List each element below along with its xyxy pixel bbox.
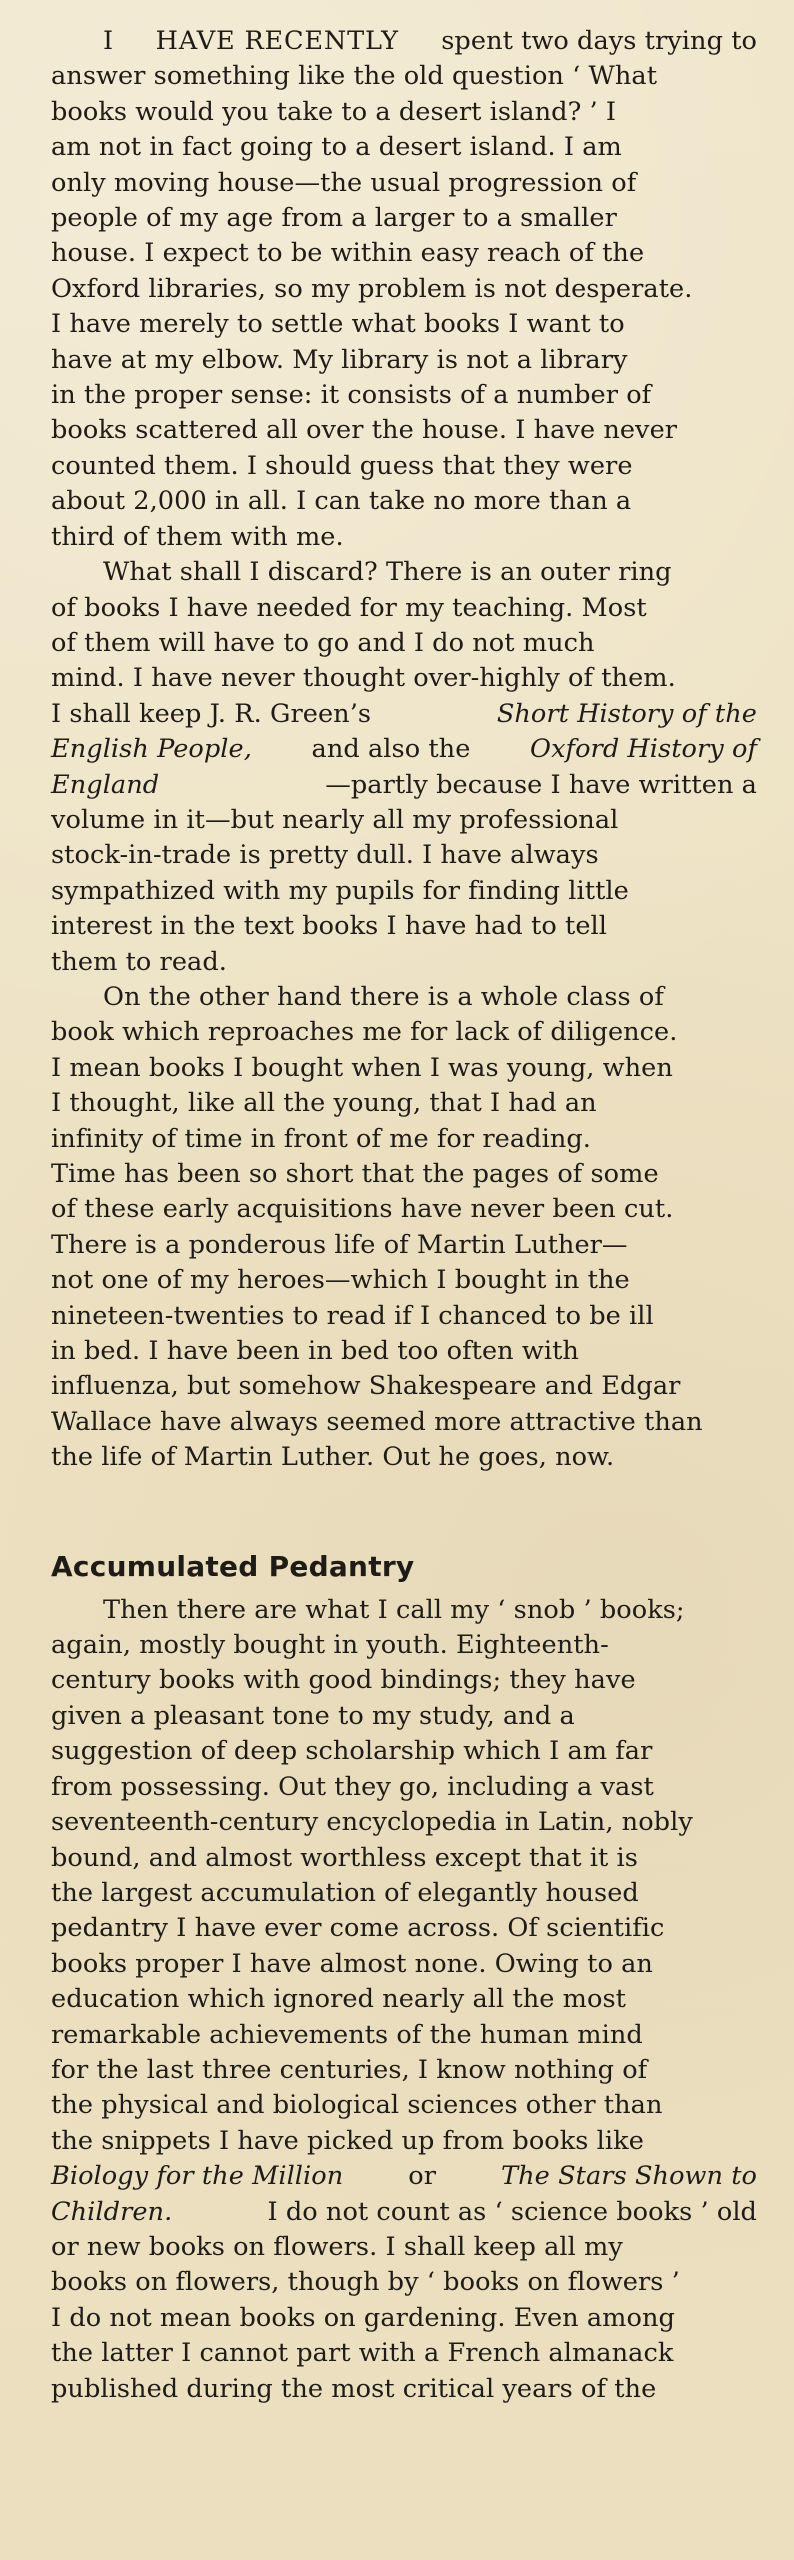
text-segment: published during the most critical years of the — [51, 2373, 657, 2404]
text-line — [51, 1086, 757, 1121]
section-paragraph-container — [51, 1593, 757, 2407]
text-line — [51, 201, 757, 236]
text-line — [51, 1157, 757, 1192]
text-segment: of books I have needed for my teaching. Most — [51, 592, 647, 623]
paragraph — [51, 555, 757, 980]
text-line — [51, 1299, 757, 1334]
text-line — [51, 1051, 757, 1086]
text-segment: about 2,000 in all. I can take no more than a — [51, 486, 632, 517]
text-line — [51, 626, 757, 661]
text-segment: answer something like the old question ‘ What — [51, 61, 658, 92]
text-segment: the physical and biological sciences other than — [51, 2090, 663, 2121]
text-segment: again, mostly bought in youth. Eighteenth- — [51, 1630, 609, 1661]
italic-title-text: English People, — [51, 734, 252, 765]
text-segment: mind. I have never thought over-highly of them. — [51, 663, 676, 694]
text-line — [51, 2301, 757, 2336]
text-segment: suggestion of deep scholarship which I am far — [51, 1736, 653, 1767]
text-segment: stock-in-trade is pretty dull. I have always — [51, 840, 599, 871]
text-line — [51, 838, 757, 873]
text-line — [51, 591, 757, 626]
text-line — [51, 2265, 757, 2300]
text-line — [51, 95, 757, 130]
text-line — [51, 236, 757, 271]
text-line — [51, 1876, 757, 1911]
text-segment: influenza, but somehow Shakespeare and Edgar — [51, 1371, 681, 1402]
text-line — [103, 980, 757, 1015]
text-segment: the snippets I have picked up from books like — [51, 2125, 644, 2156]
italic-title-text: The Stars Shown to — [501, 2161, 757, 2192]
text-line — [51, 2018, 757, 2053]
text-line — [51, 1911, 757, 1946]
text-line — [103, 24, 757, 59]
paragraphs-container — [51, 24, 757, 1476]
text-segment: not one of my heroes—which I bought in the — [51, 1265, 630, 1296]
text-segment: from possessing. Out they go, including a vast — [51, 1771, 654, 1802]
text-line — [51, 1628, 757, 1663]
paragraph — [51, 1593, 757, 2407]
text-segment: the largest accumulation of elegantly housed — [51, 1877, 639, 1908]
text-line — [51, 2372, 757, 2407]
text-segment: interest in the text books I have had to tell — [51, 911, 608, 942]
italic-title-text: Children. — [51, 2196, 173, 2227]
text-line — [51, 1369, 757, 1404]
italic-title-text: Biology for the Million — [51, 2161, 344, 2192]
text-line — [51, 1770, 757, 1805]
text-line — [51, 2159, 757, 2194]
text-segment: I do not mean books on gardening. Even among — [51, 2302, 675, 2333]
text-segment: am not in fact going to a desert island. I am — [51, 132, 622, 163]
text-line — [51, 1982, 757, 2017]
heading-spacing — [51, 1586, 757, 1593]
text-segment: and also the — [311, 734, 471, 765]
text-line — [51, 945, 757, 980]
text-line — [51, 484, 757, 519]
text-segment: the latter I cannot part with a French almanack — [51, 2338, 674, 2369]
text-line — [51, 1334, 757, 1369]
text-segment: infinity of time in front of me for reading. — [51, 1123, 591, 1154]
text-segment: counted them. I should guess that they were — [51, 450, 633, 481]
text-line — [51, 2124, 757, 2159]
text-segment: bound, and almost worthless except that it is — [51, 1842, 638, 1873]
text-line — [51, 272, 757, 307]
text-segment: volume in it—but nearly all my professional — [51, 804, 619, 835]
article-column — [51, 24, 757, 2407]
text-line — [51, 2230, 757, 2265]
text-line — [51, 732, 757, 767]
text-line — [51, 697, 757, 732]
text-segment: I — [103, 26, 114, 56]
text-segment: I thought, like all the young, that I had an — [51, 1088, 597, 1119]
text-line — [51, 1192, 757, 1227]
text-segment: On the other hand there is a whole class of — [103, 981, 664, 1012]
text-segment: of them will have to go and I do not much — [51, 627, 595, 658]
text-segment: third of them with me. — [51, 521, 344, 552]
text-line — [51, 909, 757, 944]
text-segment: I do not count as ‘ science books ’ old — [267, 2196, 757, 2227]
italic-title-text: Short History of the — [496, 698, 757, 729]
text-segment: I have merely to settle what books I want to — [51, 309, 625, 340]
paragraph — [51, 24, 757, 555]
text-segment: them to read. — [51, 946, 227, 977]
text-segment: of these early acquisitions have never been cut. — [51, 1194, 674, 1225]
text-line — [51, 449, 757, 484]
small-caps-text: HAVE RECENTLY — [155, 26, 399, 56]
text-line — [51, 661, 757, 696]
text-segment: books proper I have almost none. Owing to an — [51, 1948, 653, 1979]
text-line — [51, 1122, 757, 1157]
text-segment: only moving house—the usual progression of — [51, 167, 637, 198]
text-segment: in bed. I have been in bed too often with — [51, 1336, 579, 1367]
text-line — [51, 520, 757, 555]
text-line — [51, 1663, 757, 1698]
text-line — [51, 874, 757, 909]
text-line — [51, 1947, 757, 1982]
text-line — [51, 2088, 757, 2123]
text-segment: book which reproaches me for lack of diligence. — [51, 1017, 678, 1048]
italic-title-text: Oxford History of — [530, 734, 757, 765]
text-line — [103, 555, 757, 590]
text-segment: or new books on flowers. I shall keep all my — [51, 2231, 623, 2262]
text-segment: What shall I discard? There is an outer ring — [103, 557, 672, 588]
text-segment: people of my age from a larger to a smaller — [51, 203, 617, 234]
text-segment: seventeenth-century encyclopedia in Latin, nobly — [51, 1807, 693, 1838]
text-segment: spent two days trying to — [441, 26, 757, 56]
text-segment: education which ignored nearly all the most — [51, 1984, 626, 2015]
text-line — [51, 413, 757, 448]
text-line — [51, 1405, 757, 1440]
text-segment: Oxford libraries, so my problem is not desperate. — [51, 273, 693, 304]
text-line — [51, 130, 757, 165]
text-line — [51, 59, 757, 94]
text-line — [51, 1015, 757, 1050]
text-line — [51, 768, 757, 803]
text-segment: have at my elbow. My library is not a library — [51, 344, 628, 375]
text-line — [51, 1440, 757, 1475]
text-line — [51, 2336, 757, 2371]
text-segment: Then there are what I call my ‘ snob ’ books; — [103, 1594, 685, 1625]
text-segment: pedantry I have ever come across. Of scientific — [51, 1913, 665, 1944]
text-line — [103, 1593, 757, 1628]
text-line — [51, 166, 757, 201]
italic-title-text: England — [51, 769, 160, 800]
text-segment: in the proper sense: it consists of a number of — [51, 380, 652, 411]
text-segment: Time has been so short that the pages of some — [51, 1159, 659, 1189]
text-segment: nineteen-twenties to read if I chanced to be ill — [51, 1300, 654, 1331]
text-line — [51, 1263, 757, 1298]
text-segment: remarkable achievements of the human mind — [51, 2019, 643, 2050]
text-segment: There is a ponderous life of Martin Luther— — [51, 1229, 628, 1260]
paragraph — [51, 980, 757, 1476]
text-segment: the life of Martin Luther. Out he goes, now. — [51, 1442, 615, 1473]
text-segment: house. I expect to be within easy reach of the — [51, 238, 645, 269]
text-segment: Wallace have always seemed more attractive than — [51, 1406, 703, 1437]
text-line — [51, 343, 757, 378]
text-line — [51, 803, 757, 838]
text-line — [51, 1734, 757, 1769]
text-segment: books on flowers, though by ‘ books on flowers ’ — [51, 2267, 680, 2298]
text-segment: or — [408, 2161, 437, 2192]
text-segment: given a pleasant tone to my study, and a — [51, 1700, 575, 1731]
text-line — [51, 1805, 757, 1840]
text-segment: books would you take to a desert island? ’ I — [51, 96, 617, 127]
text-segment: for the last three centuries, I know nothing of — [51, 2054, 648, 2085]
text-line — [51, 1228, 757, 1263]
text-segment: century books with good bindings; they have — [51, 1665, 636, 1696]
text-segment: books scattered all over the house. I have never — [51, 415, 678, 446]
text-segment: I mean books I bought when I was young, when — [51, 1052, 673, 1083]
text-segment: sympathized with my pupils for finding little — [51, 875, 629, 906]
section-heading: Accumulated Pedantry — [51, 1549, 415, 1583]
text-line — [51, 2053, 757, 2088]
text-line — [51, 2195, 757, 2230]
text-segment: I shall keep J. R. Green’s — [51, 698, 372, 729]
text-line — [51, 1841, 757, 1876]
text-line — [51, 1699, 757, 1734]
text-segment: —partly because I have written a — [325, 769, 757, 800]
text-line — [51, 307, 757, 342]
text-line — [51, 378, 757, 413]
